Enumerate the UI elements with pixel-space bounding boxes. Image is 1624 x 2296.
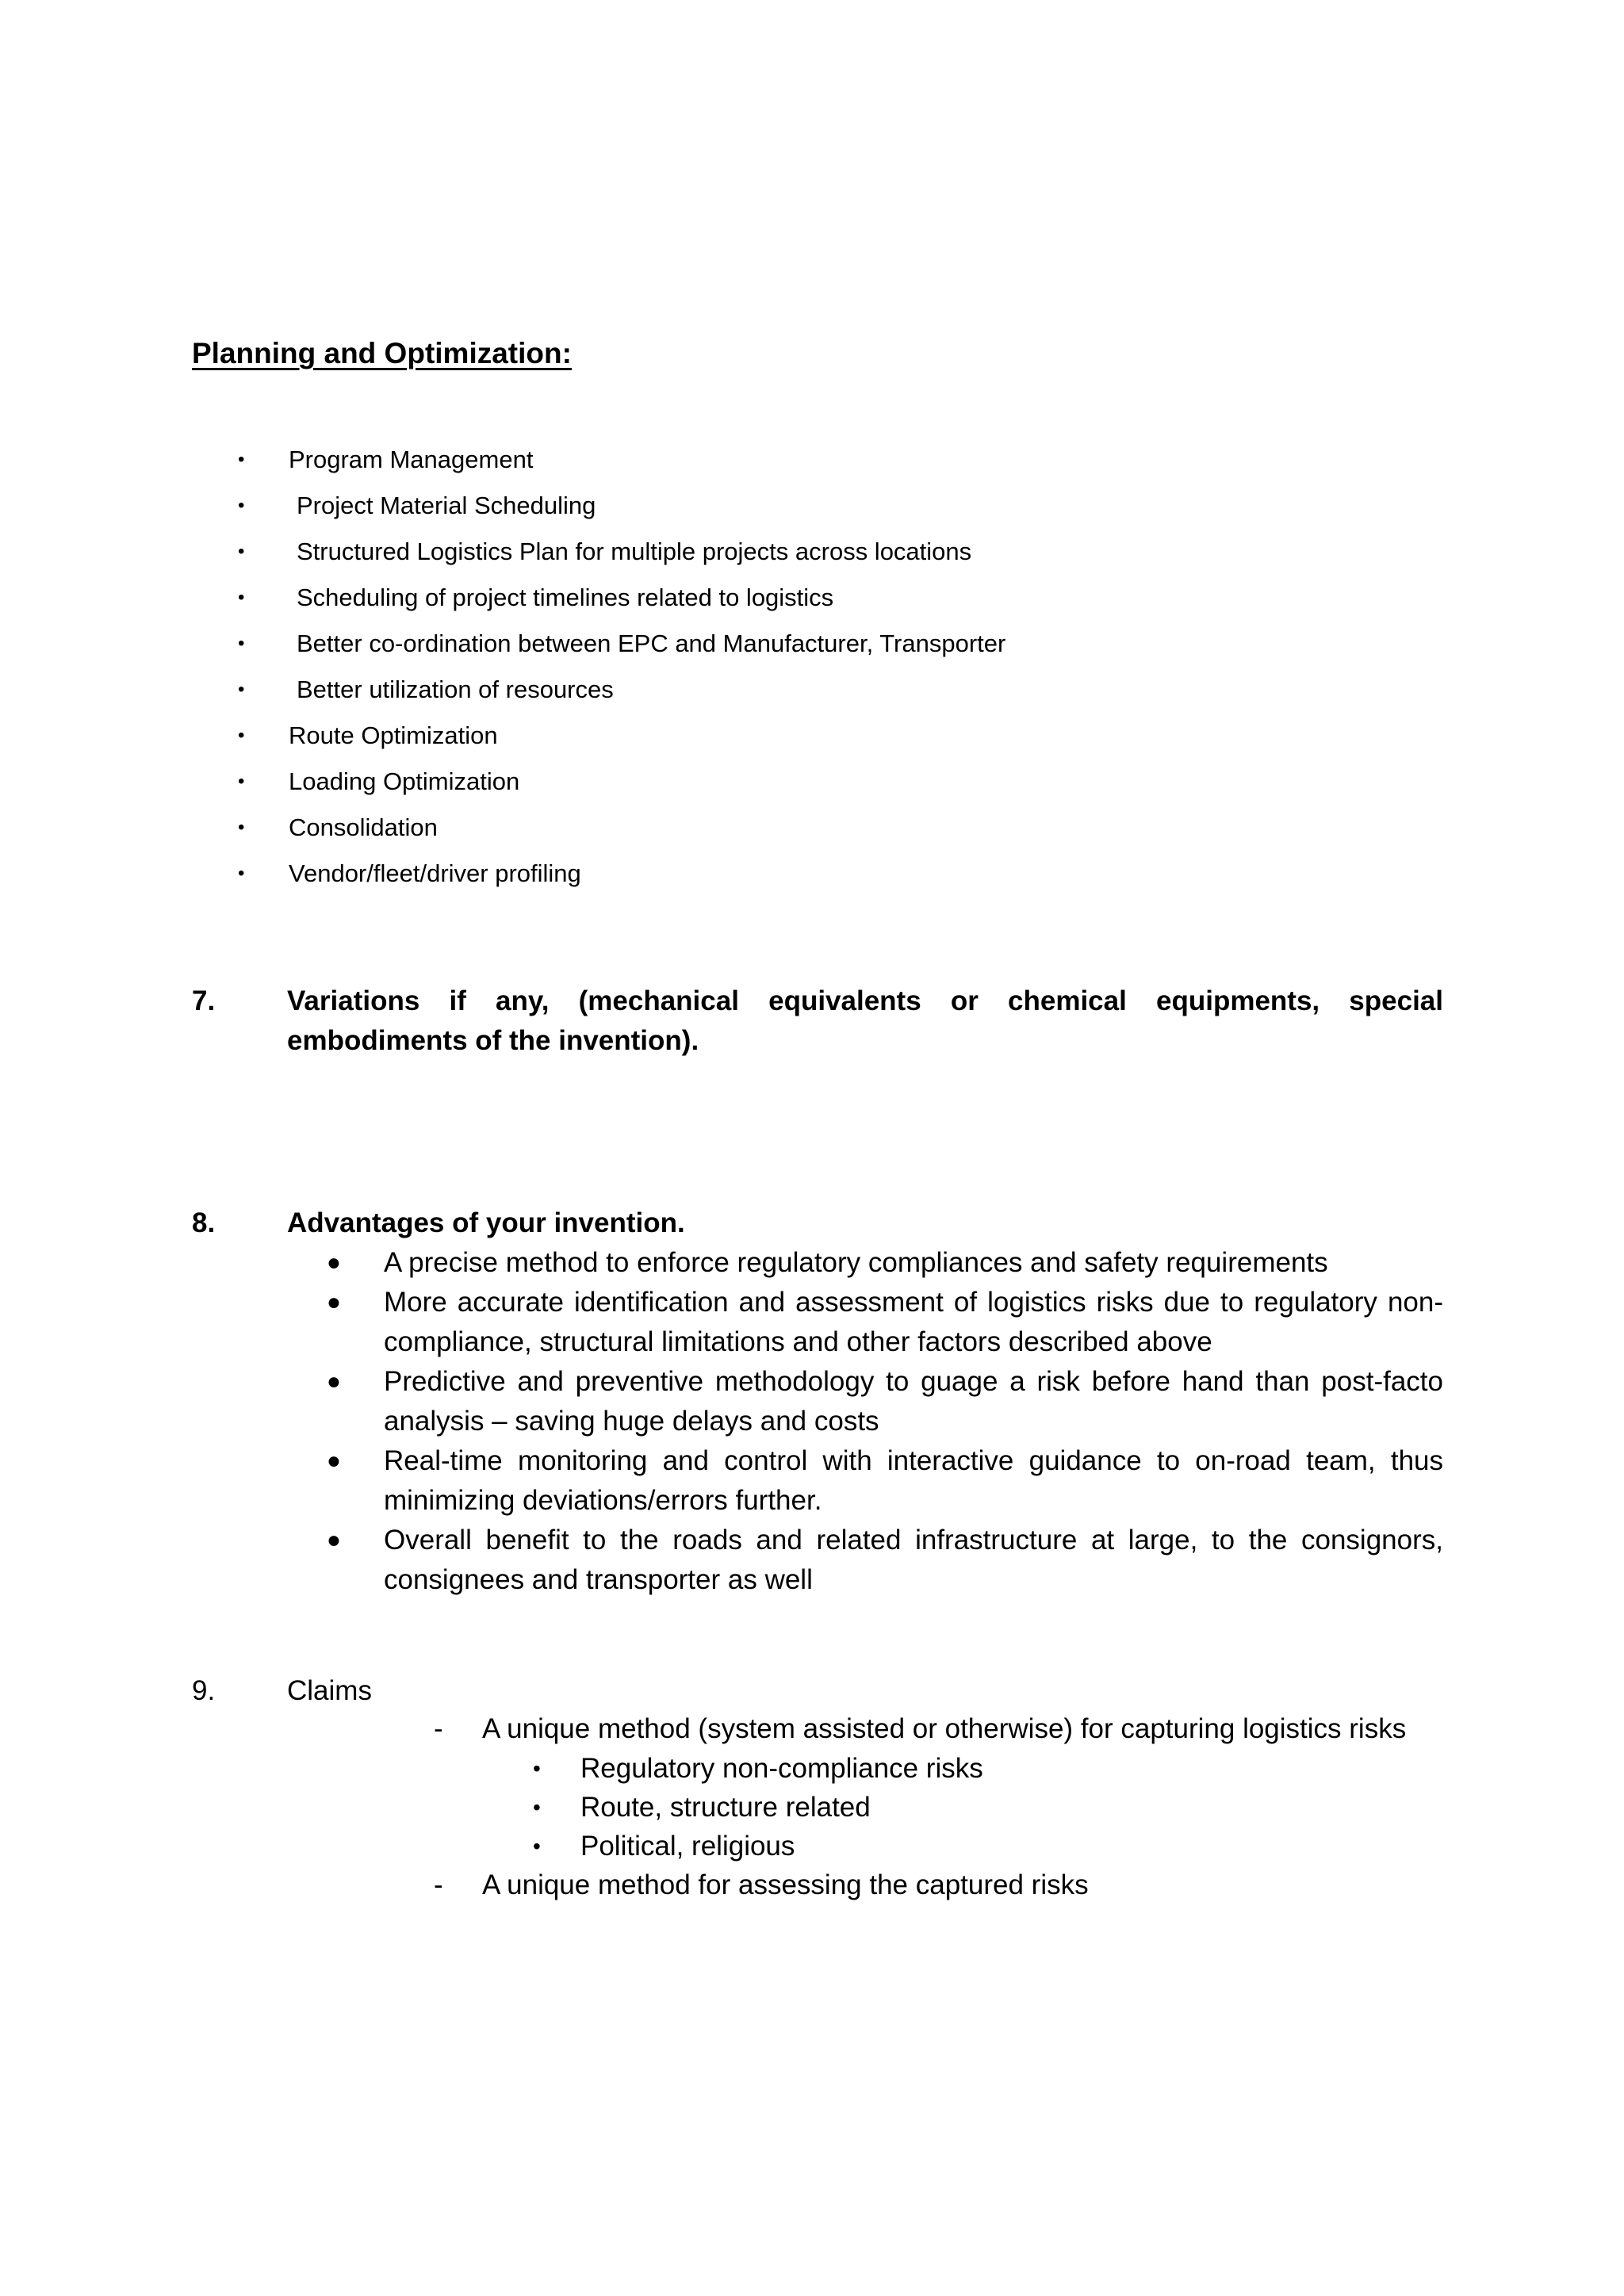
list-item	[287, 1441, 1443, 1521]
list-item	[287, 1521, 1443, 1600]
list-item-text: Loading Optimization	[289, 767, 520, 795]
bullet-icon: ●	[326, 1289, 341, 1315]
sub-list-item	[287, 1827, 1443, 1866]
bullet-icon: ●	[326, 1448, 341, 1474]
bullet-icon: •	[533, 1795, 541, 1820]
list-item-text: More accurate identification and assessment of logistics risks due to regulatory non-compliance, structural limitations and other factors described above	[384, 1287, 1443, 1357]
bullet-icon: •	[533, 1834, 541, 1858]
list-item	[287, 1362, 1443, 1441]
sub-list-item-text: Political, religious	[580, 1831, 795, 1862]
list-item-text: Route Optimization	[289, 721, 498, 749]
sub-list-item	[287, 1788, 1443, 1827]
dash-icon: -	[434, 1869, 443, 1900]
section-number: 8.	[192, 1207, 216, 1238]
bullet-icon: •	[238, 817, 245, 838]
bullet-icon: •	[238, 495, 245, 516]
bullet-icon: •	[238, 725, 245, 746]
list-item-text: Better utilization of resources	[297, 675, 614, 703]
bullet-icon: ●	[326, 1527, 341, 1553]
claim-item	[287, 1709, 1443, 1866]
bullet-icon: •	[238, 541, 245, 562]
list-item-text: Better co-ordination between EPC and Manufacturer, Transporter	[297, 629, 1006, 657]
list-item-text: Program Management	[289, 446, 534, 473]
section-number: 9.	[192, 1675, 216, 1706]
bullet-icon: •	[238, 771, 245, 792]
bullet-icon: ●	[326, 1368, 341, 1395]
bullet-icon: •	[238, 679, 245, 700]
list-item-text: Real-time monitoring and control with interactive guidance to on-road team, thus minimizing deviations/errors further.	[384, 1445, 1443, 1516]
list-item-text: Scheduling of project timelines related to logistics	[297, 584, 834, 611]
sub-list-item-text: Route, structure related	[580, 1792, 871, 1823]
section-title-line-2: embodiments of the invention).	[287, 1025, 699, 1056]
section-body	[287, 1671, 1443, 1900]
advantages-list	[287, 1243, 1443, 1600]
bullet-icon: •	[238, 587, 245, 608]
list-item-text: Structured Logistics Plan for multiple projects across locations	[297, 538, 972, 565]
sub-list-item-text: Regulatory non-compliance risks	[580, 1753, 983, 1784]
section-title: Claims	[287, 1675, 372, 1706]
section-title	[287, 982, 1443, 1061]
bullet-icon: •	[533, 1756, 541, 1781]
list-item	[287, 1283, 1443, 1362]
list-item-text: Predictive and preventive methodology to guage a risk before hand than post-facto analysis – saving huge delays and costs	[384, 1366, 1443, 1437]
dash-icon: -	[434, 1713, 443, 1744]
claims-list	[287, 1709, 1443, 1905]
section-heading: Planning and Optimization:	[192, 337, 572, 369]
claim-text: A unique method for assessing the captured risks	[482, 1869, 1089, 1900]
bullet-icon: •	[238, 449, 245, 470]
list-item-text: Vendor/fleet/driver profiling	[289, 859, 581, 887]
bullet-icon: •	[238, 863, 245, 884]
list-item	[287, 1243, 1443, 1283]
section-title-line-1: Variations if any, (mechanical equivalents or chemical equipments, special	[287, 985, 1443, 1016]
list-item-text: Project Material Scheduling	[297, 492, 596, 519]
section-number: 7.	[192, 985, 216, 1016]
bullet-icon: ●	[326, 1249, 341, 1276]
claim-text: A unique method (system assisted or otherwise) for capturing logistics risks	[482, 1713, 1407, 1744]
list-item-text: A precise method to enforce regulatory compliances and safety requirements	[384, 1247, 1328, 1278]
list-item-text: Consolidation	[289, 813, 438, 841]
sub-list-item	[287, 1749, 1443, 1788]
bullet-icon: •	[238, 633, 245, 654]
list-item-text: Overall benefit to the roads and related infrastructure at large, to the consignors, consignees and transporter as well	[384, 1525, 1443, 1595]
section-title: Advantages of your invention.	[287, 1207, 685, 1238]
claim-sublist	[287, 1749, 1443, 1866]
section-body	[287, 1203, 1443, 1595]
claim-item	[287, 1866, 1443, 1905]
